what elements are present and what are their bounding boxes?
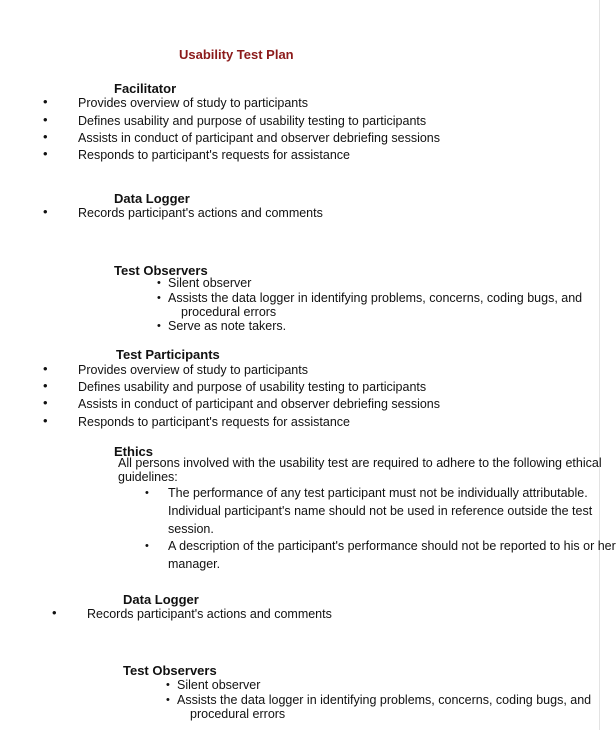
list-item: Provides overview of study to participants <box>78 96 308 110</box>
data-logger-heading: Data Logger <box>114 191 190 206</box>
list-item: Provides overview of study to participants <box>78 363 308 377</box>
test-observers-heading: Test Observers <box>114 263 208 278</box>
bullet-icon: • <box>43 395 48 410</box>
data-logger-heading-2: Data Logger <box>123 592 199 607</box>
list-item: Assists in conduct of participant and observer debriefing sessions <box>78 131 440 145</box>
list-item: A description of the participant's performance should not be reported to his or her <box>168 539 616 553</box>
bullet-icon: • <box>145 540 149 552</box>
list-item: Silent observer <box>177 678 261 692</box>
list-item: Assists in conduct of participant and observer debriefing sessions <box>78 397 440 411</box>
list-item: Serve as note takers. <box>168 319 287 333</box>
bullet-icon: • <box>43 413 48 428</box>
facilitator-heading: Facilitator <box>114 81 177 96</box>
bullet-icon: • <box>43 361 48 376</box>
list-item-continuation: Individual participant's name should not be used in reference outside the test <box>168 504 593 518</box>
test-participants-heading: Test Participants <box>116 347 220 362</box>
list-item: Responds to participant's requests for assistance <box>78 148 350 162</box>
bullet-icon: • <box>166 679 170 691</box>
list-item-continuation: manager. <box>168 557 221 571</box>
ethics-intro: All persons involved with the usability test are required to adhere to the following ethical <box>118 456 602 470</box>
bullet-icon: • <box>157 277 161 289</box>
bullet-icon: • <box>157 292 161 304</box>
bullet-icon: • <box>43 129 48 144</box>
ethics-heading: Ethics <box>114 444 154 459</box>
ethics-intro-continuation: guidelines: <box>118 470 178 484</box>
bullet-icon: • <box>43 146 48 161</box>
list-item-continuation: procedural errors <box>190 707 286 721</box>
bullet-icon: • <box>157 320 161 332</box>
list-item-continuation: procedural errors <box>181 305 277 319</box>
test-observers-heading-2: Test Observers <box>123 663 217 678</box>
bullet-icon: • <box>52 605 57 620</box>
bullet-icon: • <box>43 378 48 393</box>
list-item: Assists the data logger in identifying problems, concerns, coding bugs, and <box>168 291 583 305</box>
document-title: Usability Test Plan <box>179 47 294 62</box>
list-item: Records participant's actions and comments <box>87 607 332 621</box>
list-item: Silent observer <box>168 276 252 290</box>
list-item: Responds to participant's requests for assistance <box>78 415 350 429</box>
list-item-continuation: session. <box>168 522 214 536</box>
bullet-icon: • <box>43 112 48 127</box>
bullet-icon: • <box>43 94 48 109</box>
bullet-icon: • <box>43 204 48 219</box>
list-item: Defines usability and purpose of usability testing to participants <box>78 114 427 128</box>
list-item: The performance of any test participant must not be individually attributable. <box>168 486 588 500</box>
list-item: Defines usability and purpose of usability testing to participants <box>78 380 427 394</box>
list-item: Records participant's actions and comments <box>78 206 323 220</box>
bullet-icon: • <box>145 487 149 499</box>
bullet-icon: • <box>166 694 170 706</box>
list-item: Assists the data logger in identifying problems, concerns, coding bugs, and <box>177 693 592 707</box>
